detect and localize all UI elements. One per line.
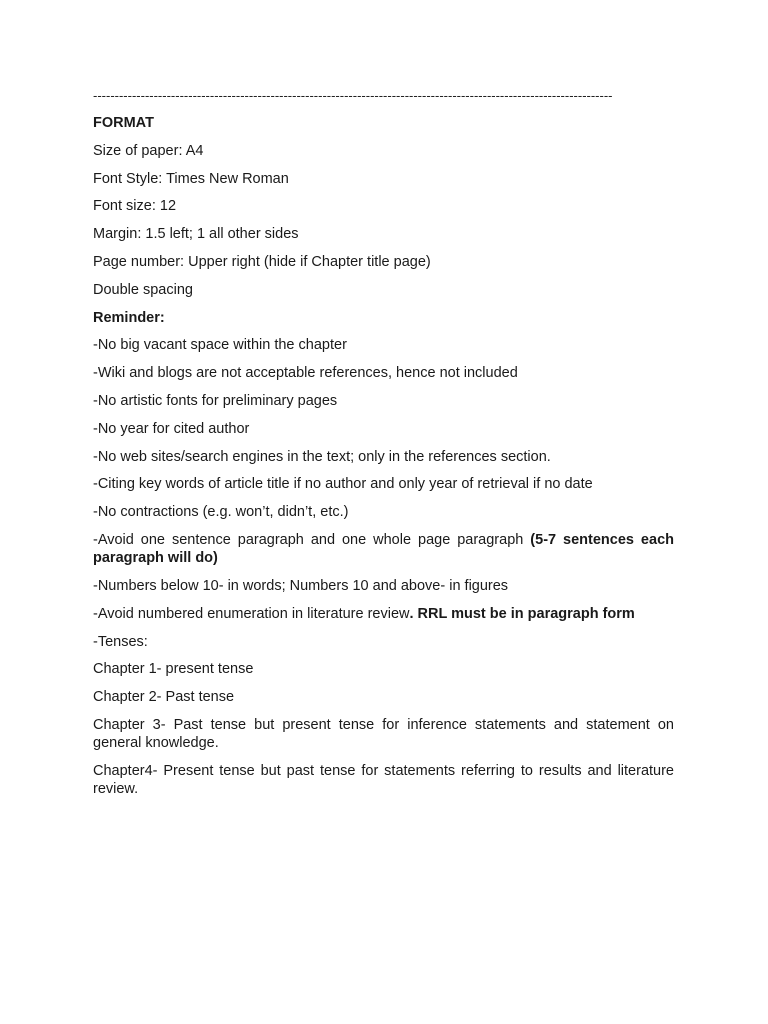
document-page	[93, 88, 674, 808]
reminder-item: -No artistic fonts for preliminary pages	[93, 392, 338, 409]
reminder-item: -Wiki and blogs are not acceptable references, hence not included	[93, 365, 518, 382]
tense-chapter-2: Chapter 2- Past tense	[93, 689, 235, 706]
reminder-avoid-paragraph	[93, 531, 674, 567]
reminder-tenses-label: -Tenses:	[93, 633, 148, 650]
format-font-style: Font Style: Times New Roman	[93, 170, 289, 187]
reminder-item: -No contractions (e.g. won’t, didn’t, etc.)	[93, 504, 349, 521]
separator-line: ------------------------------------------------------------------------------------------------------------------------	[93, 88, 613, 103]
avoid-enum-text: -Avoid numbered enumeration in literature review	[93, 605, 410, 622]
format-heading: FORMAT	[93, 115, 154, 131]
reminder-item: -No big vacant space within the chapter	[93, 337, 347, 354]
format-font-size: Font size: 12	[93, 198, 177, 215]
tense-chapter-1: Chapter 1- present tense	[93, 661, 254, 678]
avoid-paragraph-text: -Avoid one sentence paragraph and one whole page paragraph	[93, 531, 531, 548]
avoid-paragraph-bold: (5-7 sentences each paragraph will do)	[93, 531, 674, 566]
format-spacing: Double spacing	[93, 281, 193, 298]
format-page-number: Page number: Upper right (hide if Chapter title page)	[93, 253, 431, 270]
tense-chapter-3: Chapter 3- Past tense but present tense for inference statements and statement on general knowledge.	[93, 716, 674, 751]
reminder-numbers: -Numbers below 10- in words; Numbers 10 and above- in figures	[93, 577, 509, 594]
format-paper-size: Size of paper: A4	[93, 142, 204, 159]
reminder-item: -Citing key words of article title if no author and only year of retrieval if no date	[93, 476, 593, 493]
tense-chapter-4: Chapter4- Present tense but past tense for statements referring to results and literature review.	[93, 762, 674, 797]
reminder-item: -No year for cited author	[93, 420, 250, 437]
avoid-enum-bold: . RRL must be in paragraph form	[409, 605, 635, 622]
format-margin: Margin: 1.5 left; 1 all other sides	[93, 226, 299, 243]
reminder-avoid-enumeration	[93, 605, 674, 623]
reminder-heading: Reminder:	[93, 309, 165, 326]
reminder-item: -No web sites/search engines in the text; only in the references section.	[93, 448, 551, 465]
